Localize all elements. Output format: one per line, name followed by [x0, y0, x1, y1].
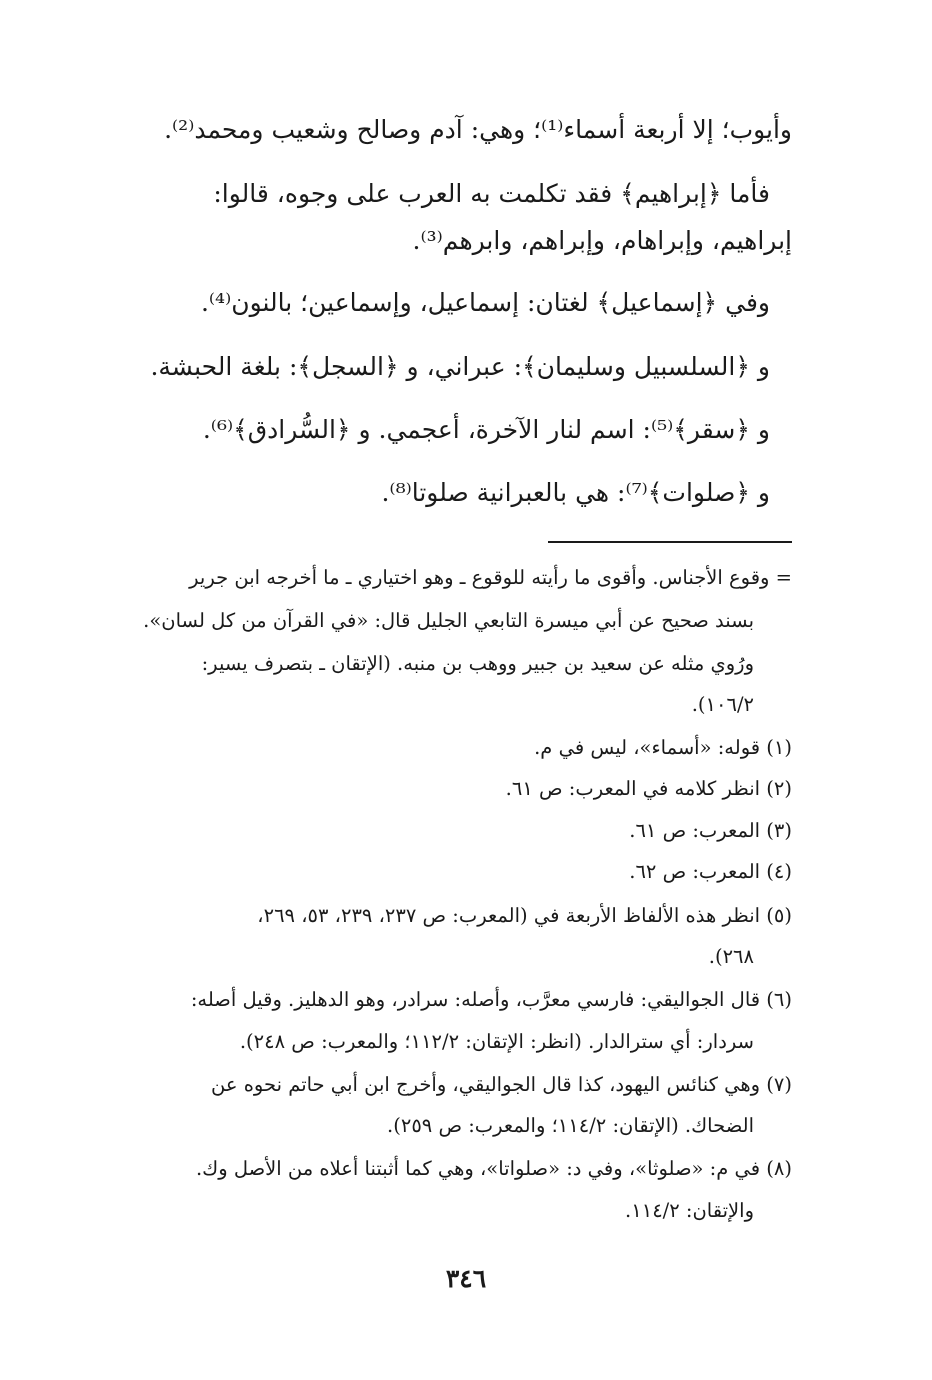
body-line-6: و ﴿سقر﴾⁽⁵⁾: اسم لنار الآخرة، أعجمي. و ﴿السُّرادق﴾⁽⁶⁾. [202, 415, 770, 444]
page-number: ٣٤٦ [445, 1264, 487, 1293]
footnote-separator [548, 541, 792, 543]
body-line-2: فأما ﴿إبراهيم﴾ فقد تكلمت به العرب على وجوه، قالوا: [213, 179, 770, 208]
body-line-3: إبراهيم، وإبراهام، وإبراهم، وابرهم⁽³⁾. [412, 226, 792, 255]
body-line-7: و ﴿صلوات﴾⁽⁷⁾: هي بالعبرانية صلوتا⁽⁸⁾. [381, 478, 770, 507]
footnote-1: (١) قوله: «أسماء»، ليس في م. [534, 736, 792, 759]
footnote-6: (٦) قال الجواليقي: فارسي معرَّب، وأصله: سرادر، وهو الدهليز. وقيل أصله: [190, 988, 792, 1011]
footnote-line: = وقوع الأجناس. وأقوى ما رأيته للوقوع ـ وهو اختياري ـ ما أخرجه ابن جرير [189, 566, 792, 589]
body-line-4: وفي ﴿إسماعيل﴾ لغتان: إسماعيل، وإسماعين؛ بالنون⁽⁴⁾. [200, 288, 770, 317]
footnote-5-cont: ٢٦٨). [708, 945, 754, 968]
footnote-8-cont: والإتقان: ١١٤/٢. [625, 1199, 754, 1222]
footnote-line: ورُوي مثله عن سعيد بن جبير ووهب بن منبه. (الإتقان ـ بتصرف يسير: [201, 652, 754, 675]
footnote-7: (٧) وهي كنائس اليهود، كذا قال الجواليقي، وأخرج ابن أبي حاتم نحوه عن [211, 1073, 792, 1096]
footnote-6-cont: سردار: أي سترالدار. (انظر: الإتقان: ١١٢/٢؛ والمعرب: ص ٢٤٨). [239, 1030, 754, 1053]
footnote-7-cont: الضحاك. (الإتقان: ١١٤/٢؛ والمعرب: ص ٢٥٩). [387, 1114, 754, 1137]
body-line-1: وأيوب؛ إلا أربعة أسماء⁽¹⁾؛ وهي: آدم وصالح وشعيب ومحمد⁽²⁾. [164, 115, 792, 144]
footnote-5: (٥) انظر هذه الألفاظ الأربعة في (المعرب: ص ٢٣٧، ٢٣٩، ٥٣، ٢٦٩، [257, 904, 792, 927]
footnote-line: بسند صحيح عن أبي ميسرة التابعي الجليل قال: «في القرآن من كل لسان». [143, 609, 754, 632]
footnote-line: ١٠٦/٢). [691, 693, 754, 716]
footnote-2: (٢) انظر كلامه في المعرب: ص ٦١. [505, 777, 792, 800]
footnote-4: (٤) المعرب: ص ٦٢. [629, 860, 792, 883]
footnote-8: (٨) في م: «صلوثا»، وفي د: «صلواتا»، وهي كما أثبتنا أعلاه من الأصل وك. [195, 1157, 792, 1180]
footnote-3: (٣) المعرب: ص ٦١. [629, 819, 792, 842]
body-line-5: و ﴿السلسبيل وسليمان﴾: عبراني، و ﴿السجل﴾: بلغة الحبشة. [150, 352, 770, 381]
